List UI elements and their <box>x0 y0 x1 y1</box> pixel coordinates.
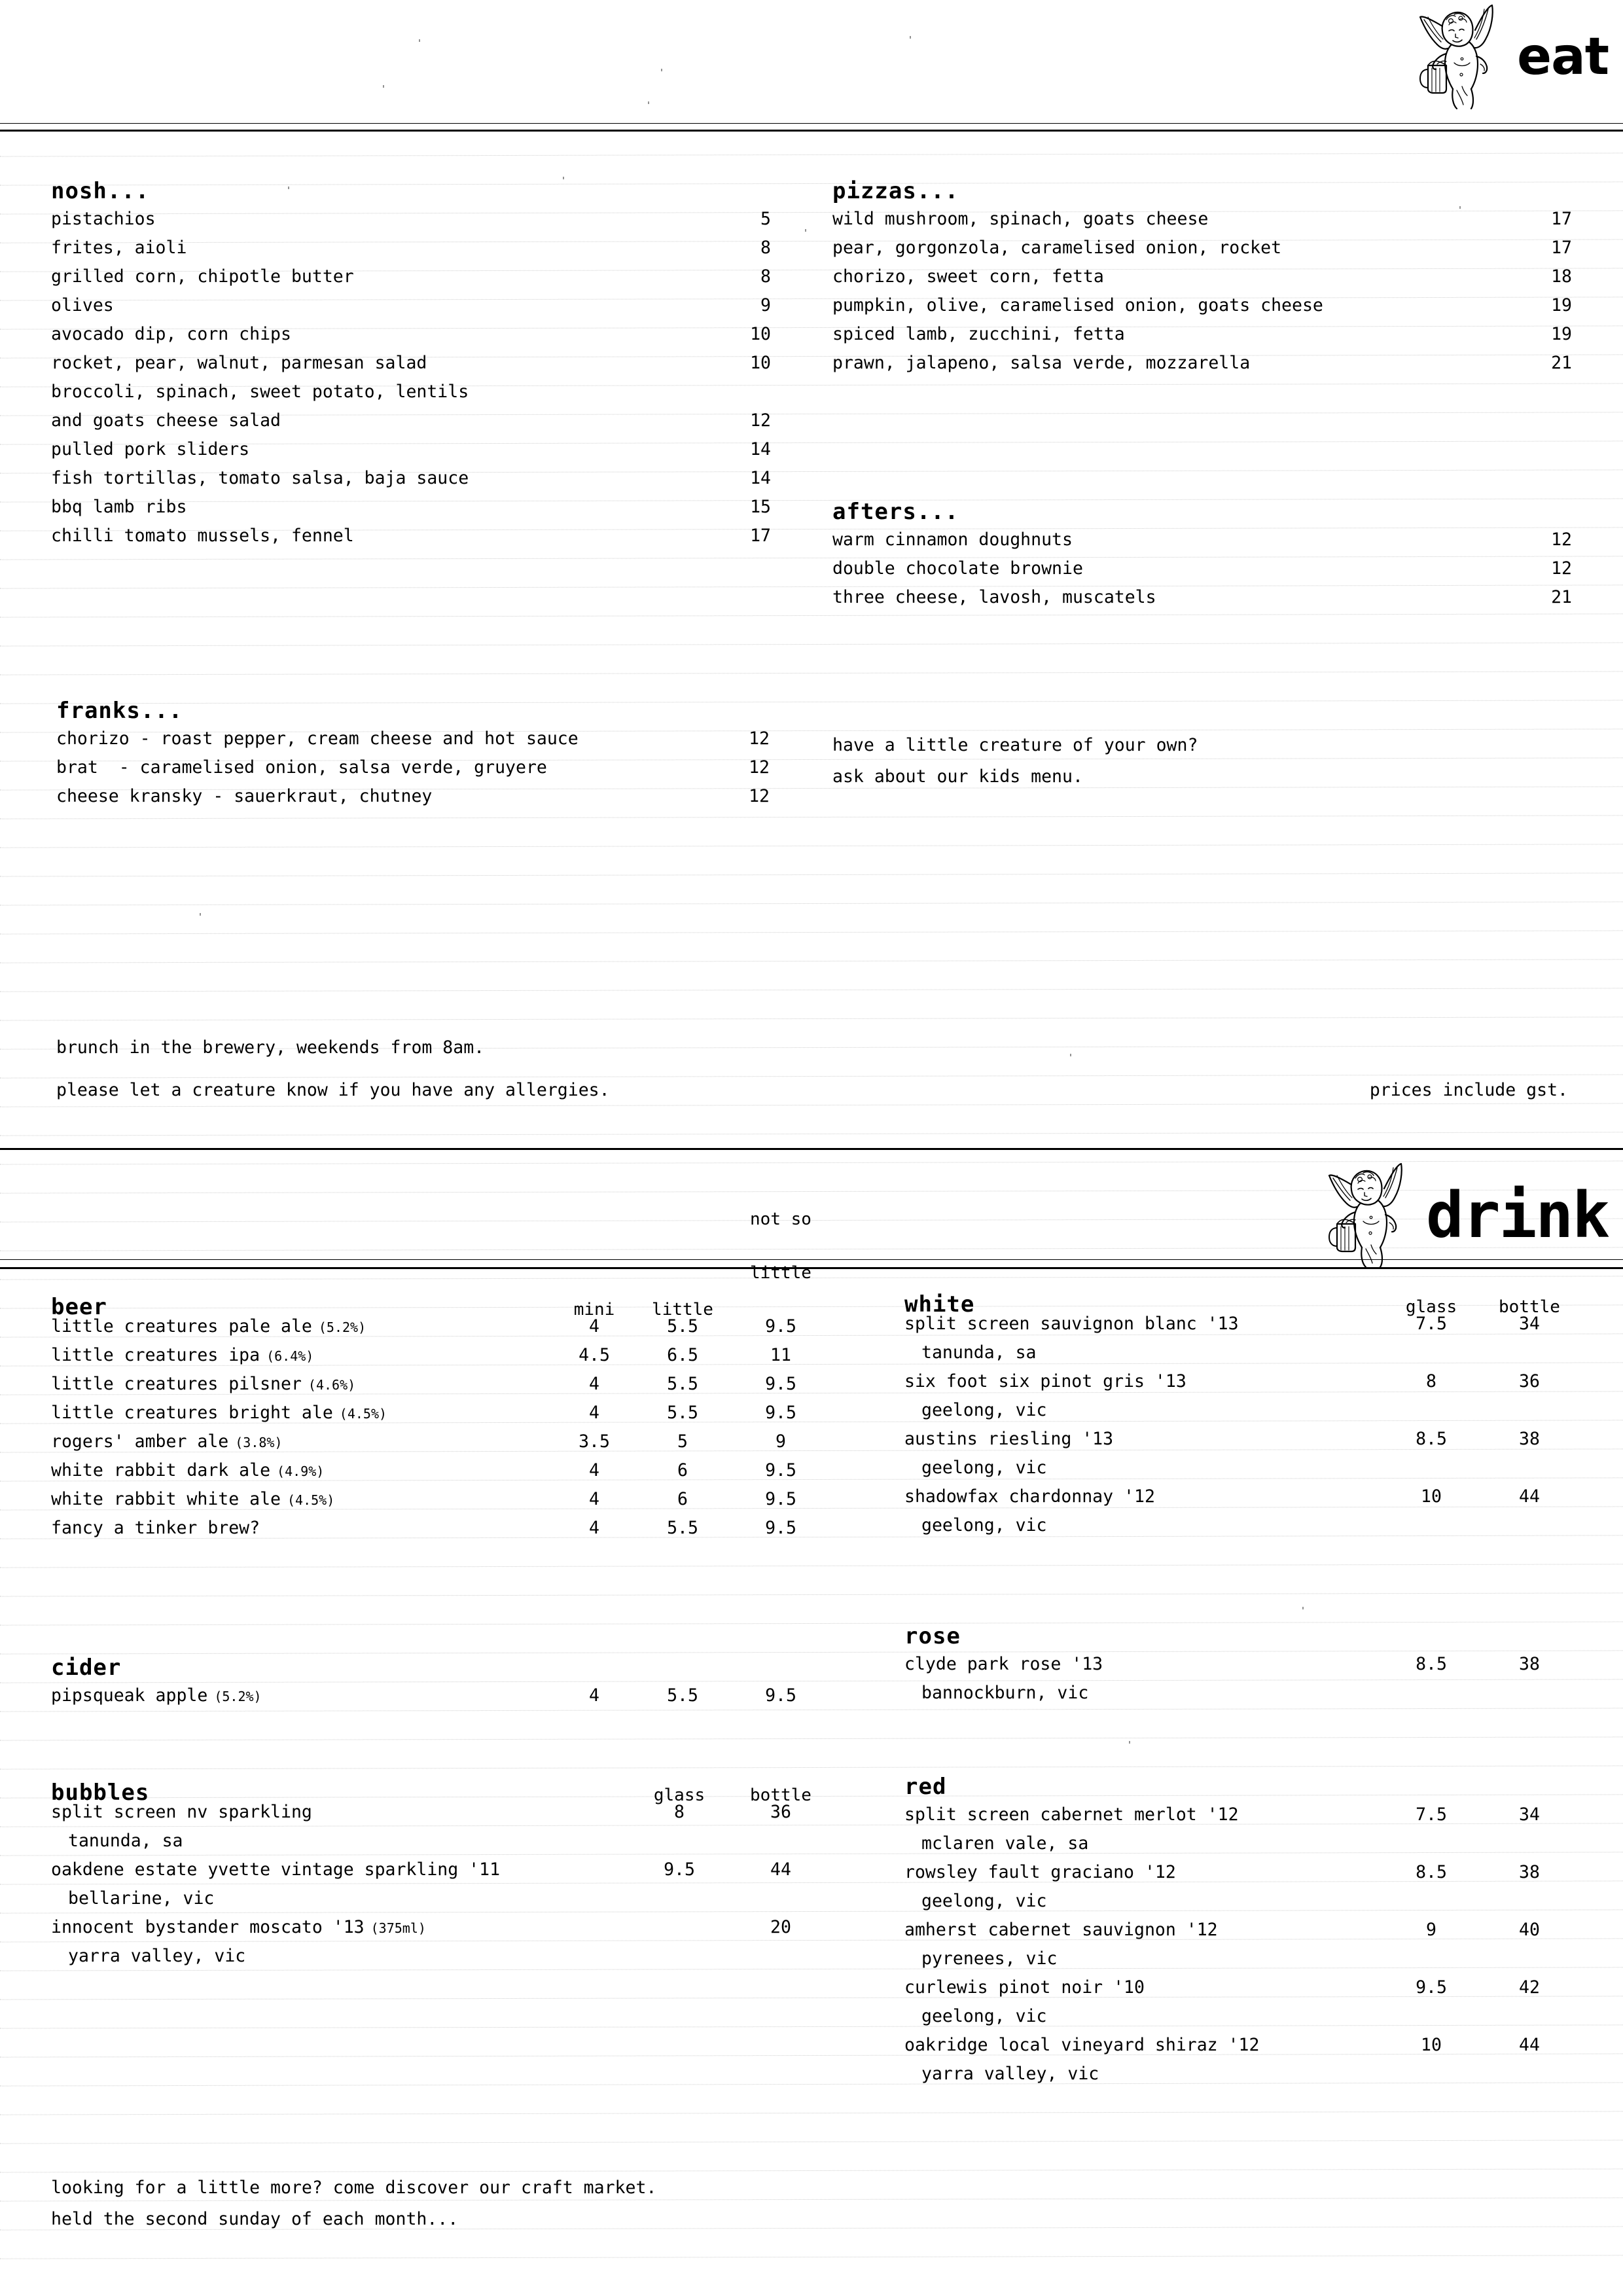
eat-footer-row <box>56 1080 1568 1100</box>
paper-rule <box>0 1592 1623 1596</box>
pizzas-title: pizzas... <box>832 178 959 204</box>
beer-item-abv: (3.8%) <box>235 1435 283 1450</box>
beer-section <box>51 1210 830 1549</box>
menu-item-name: cheese kransky - sauerkraut, chutney <box>56 786 433 806</box>
scan-speck <box>1302 1607 1304 1609</box>
menu-item-name: rocket, pear, walnut, parmesan salad <box>51 353 427 373</box>
wine-price-glass: 8.5 <box>1416 1429 1447 1449</box>
menu-item-row <box>832 531 1572 560</box>
wine-item-row <box>904 1922 1578 1950</box>
wine-price-bottle: 20 <box>770 1917 791 1937</box>
menu-item-name: warm cinnamon doughnuts <box>832 529 1073 550</box>
beer-item-name: little creatures ipa (6.4%) <box>51 1345 314 1365</box>
menu-item-row <box>51 326 771 355</box>
eat-banner <box>0 0 1623 154</box>
menu-item-price: 17 <box>750 526 771 546</box>
beer-item-row <box>51 1433 830 1462</box>
paper-rule <box>0 988 1623 992</box>
menu-item-price: 8 <box>760 266 771 287</box>
bubbles-col-glass: glass <box>653 1785 705 1805</box>
wine-item-row <box>51 1861 830 1890</box>
rose-section <box>904 1623 1578 1713</box>
kids-note-line-2: ask about our kids menu. <box>832 766 1083 787</box>
wine-price-bottle: 38 <box>1519 1654 1540 1674</box>
wine-price-bottle: 44 <box>1519 2035 1540 2055</box>
craft-market-note-1: looking for a little more? come discover our craft market. <box>51 2178 657 2198</box>
beer-item-name: little creatures bright ale (4.5%) <box>51 1403 387 1423</box>
beer-price-mini: 4 <box>589 1518 599 1538</box>
menu-item-name: wild mushroom, spinach, goats cheese <box>832 209 1209 229</box>
menu-item-name: frites, aioli <box>51 238 187 258</box>
paper-rule <box>0 2111 1623 2115</box>
wine-item-name: oakridge local vineyard shiraz '12 <box>904 2035 1260 2055</box>
eat-rule-top <box>0 123 1623 124</box>
menu-item-price: 12 <box>750 410 771 431</box>
beer-price-little: 6 <box>677 1460 688 1480</box>
paper-rule <box>0 1564 1623 1568</box>
beer-item-abv: (5.2%) <box>318 1319 366 1335</box>
menu-item-name: and goats cheese salad <box>51 410 281 431</box>
menu-item-row <box>832 297 1572 326</box>
beer-price-little: 5.5 <box>667 1316 698 1336</box>
wine-item-name: amherst cabernet sauvignon '12 <box>904 1920 1218 1940</box>
menu-item-price: 8 <box>760 238 771 258</box>
menu-item-price: 10 <box>750 324 771 344</box>
beer-price-notso-little: 9.5 <box>765 1316 796 1336</box>
white-title: white <box>904 1291 975 1318</box>
beer-price-little: 5.5 <box>667 1403 698 1423</box>
eat-title: eat <box>1517 27 1609 86</box>
beer-price-notso-little: 9 <box>776 1431 786 1452</box>
beer-item-row <box>51 1520 830 1549</box>
beer-col-mini: mini <box>573 1300 615 1319</box>
wine-item-row <box>51 1804 830 1833</box>
bubbles-title: bubbles <box>51 1780 150 1806</box>
beer-price-little: 5.5 <box>667 1685 698 1706</box>
wine-item-name: rowsley fault graciano '12 <box>904 1862 1176 1882</box>
paper-rule <box>0 2168 1623 2172</box>
wine-price-bottle: 36 <box>770 1802 791 1822</box>
beer-price-notso-little: 9.5 <box>765 1518 796 1538</box>
menu-item-name: spiced lamb, zucchini, fetta <box>832 324 1125 344</box>
menu-item-price: 15 <box>750 497 771 517</box>
wine-item-region: geelong, vic <box>921 1891 1047 1911</box>
wine-item-region: tanunda, sa <box>68 1831 183 1851</box>
paper-rule <box>0 1736 1623 1740</box>
cider-section <box>51 1655 830 1716</box>
menu-item-row <box>832 560 1572 589</box>
menu-item-price: 12 <box>749 786 770 806</box>
wine-price-glass: 8.5 <box>1416 1862 1447 1882</box>
wine-price-bottle: 34 <box>1519 1314 1540 1334</box>
wine-item-name: oakdene estate yvette vintage sparkling '11 <box>51 1859 501 1880</box>
wine-item-name: six foot six pinot gris '13 <box>904 1371 1186 1391</box>
beer-item-row <box>51 1687 830 1716</box>
rose-title: rose <box>904 1623 961 1649</box>
menu-item-name: prawn, jalapeno, salsa verde, mozzarella <box>832 353 1251 373</box>
beer-item-abv: (4.5%) <box>339 1406 387 1422</box>
beer-item-abv: (4.9%) <box>277 1463 325 1479</box>
menu-item-price: 12 <box>749 728 770 749</box>
beer-price-mini: 4 <box>589 1460 599 1480</box>
beer-col-notso-top: not so <box>750 1210 812 1230</box>
wine-item-region: yarra valley, vic <box>68 1946 246 1966</box>
menu-item-price: 14 <box>750 439 771 459</box>
gst-note: prices include gst. <box>1369 1080 1568 1100</box>
wine-item-row <box>51 1919 830 1948</box>
wine-item-name: clyde park rose '13 <box>904 1654 1103 1674</box>
menu-item-name: avocado dip, corn chips <box>51 324 291 344</box>
beer-item-abv: (6.4%) <box>266 1348 314 1364</box>
menu-item-row <box>51 240 771 268</box>
wine-price-bottle: 42 <box>1519 1977 1540 1998</box>
beer-col-little: little <box>652 1300 713 1319</box>
paper-rule <box>0 872 1623 876</box>
menu-item-price: 18 <box>1551 266 1572 287</box>
menu-item-name: bbq lamb ribs <box>51 497 187 517</box>
beer-col-notso-little <box>732 1175 830 1318</box>
beer-item-name: little creatures pale ale (5.2%) <box>51 1316 366 1336</box>
wine-price-bottle: 36 <box>1519 1371 1540 1391</box>
drink-brand <box>1324 1160 1609 1270</box>
paper-rule <box>0 2140 1623 2144</box>
wine-item-region: geelong, vic <box>921 1458 1047 1478</box>
menu-item-row <box>51 412 771 441</box>
beer-item-row <box>51 1491 830 1520</box>
eat-brand <box>1415 1 1609 112</box>
wine-item-region: bellarine, vic <box>68 1888 215 1909</box>
beer-price-mini: 4.5 <box>579 1345 610 1365</box>
menu-item-row <box>51 211 771 240</box>
beer-price-mini: 4 <box>589 1316 599 1336</box>
menu-item-name: fish tortillas, tomato salsa, baja sauce <box>51 468 469 488</box>
afters-section <box>832 499 1572 618</box>
wine-item-name: curlewis pinot noir '10 <box>904 1977 1145 1998</box>
franks-title: franks... <box>56 698 183 724</box>
beer-item-abv: (4.6%) <box>308 1377 356 1393</box>
drink-title: drink <box>1426 1178 1609 1252</box>
beer-price-notso-little: 11 <box>770 1345 791 1365</box>
wine-item-row <box>904 1864 1578 1893</box>
wine-item-region: geelong, vic <box>921 1400 1047 1420</box>
menu-item-price: 17 <box>1551 238 1572 258</box>
menu-item-row <box>51 268 771 297</box>
beer-price-notso-little: 9.5 <box>765 1374 796 1394</box>
eat-footer <box>56 1039 1568 1100</box>
wine-item-row <box>904 1488 1578 1517</box>
menu-item-price: 9 <box>760 295 771 315</box>
paper-rule <box>0 2255 1623 2259</box>
menu-item-row <box>51 297 771 326</box>
paper-rule <box>0 1016 1623 1020</box>
menu-item-price: 5 <box>760 209 771 229</box>
beer-price-mini: 4 <box>589 1374 599 1394</box>
paper-rule <box>0 901 1623 905</box>
menu-item-name: broccoli, spinach, sweet potato, lentils <box>51 382 469 402</box>
scan-speck <box>805 229 806 232</box>
beer-price-notso-little: 9.5 <box>765 1403 796 1423</box>
menu-item-row <box>832 211 1572 240</box>
scan-speck <box>200 913 201 916</box>
menu-item-row <box>832 355 1572 384</box>
menu-item-price: 21 <box>1551 587 1572 607</box>
wine-price-glass: 8 <box>1426 1371 1436 1391</box>
beer-item-row <box>51 1462 830 1491</box>
wine-item-region: mclaren vale, sa <box>921 1833 1089 1854</box>
beer-item-name: white rabbit dark ale (4.9%) <box>51 1460 325 1480</box>
paper-rule <box>0 671 1623 675</box>
menu-item-name: olives <box>51 295 114 315</box>
franks-section <box>56 698 770 817</box>
wine-price-glass: 8.5 <box>1416 1654 1447 1674</box>
white-col-glass: glass <box>1405 1297 1457 1317</box>
beer-item-row <box>51 1347 830 1376</box>
wine-price-glass: 7.5 <box>1416 1804 1447 1825</box>
wine-item-row <box>904 1316 1578 1344</box>
menu-item-price: 12 <box>749 757 770 778</box>
wine-price-bottle: 34 <box>1519 1804 1540 1825</box>
wine-price-glass: 8 <box>674 1802 685 1822</box>
wine-price-bottle: 38 <box>1519 1429 1540 1449</box>
wine-price-glass: 9.5 <box>1416 1977 1447 1998</box>
menu-item-name: double chocolate brownie <box>832 558 1083 579</box>
wine-price-bottle: 44 <box>1519 1486 1540 1507</box>
wine-price-glass: 10 <box>1421 1486 1442 1507</box>
menu-item-row <box>832 589 1572 618</box>
wine-price-glass: 10 <box>1421 2035 1442 2055</box>
menu-item-name: chorizo, sweet corn, fetta <box>832 266 1104 287</box>
beer-col-notso-bottom: little <box>750 1263 812 1283</box>
white-header-row <box>904 1278 1578 1316</box>
menu-item-name: chorizo - roast pepper, cream cheese and hot sauce <box>56 728 579 749</box>
wine-item-region: geelong, vic <box>921 1515 1047 1535</box>
beer-price-little: 6 <box>677 1489 688 1509</box>
beer-item-abv: (4.5%) <box>287 1492 335 1508</box>
beer-item-name: white rabbit white ale (4.5%) <box>51 1489 335 1509</box>
white-section <box>904 1278 1578 1546</box>
wine-item-name: shadowfax chardonnay '12 <box>904 1486 1155 1507</box>
beer-item-name: rogers' amber ale (3.8%) <box>51 1431 283 1452</box>
wine-item-row <box>904 1656 1578 1685</box>
menu-item-price: 10 <box>750 353 771 373</box>
beer-item-row <box>51 1405 830 1433</box>
wine-item-row <box>904 1373 1578 1402</box>
menu-item-row <box>51 441 771 470</box>
red-section <box>904 1774 1578 2094</box>
menu-item-name: pear, gorgonzola, caramelised onion, rocket <box>832 238 1282 258</box>
wine-price-glass: 9 <box>1426 1920 1436 1940</box>
menu-item-price: 21 <box>1551 353 1572 373</box>
kids-note <box>832 737 1572 800</box>
beer-price-little: 6.5 <box>667 1345 698 1365</box>
beer-price-notso-little: 9.5 <box>765 1460 796 1480</box>
menu-item-name: chilli tomato mussels, fennel <box>51 526 354 546</box>
wine-item-region: tanunda, sa <box>921 1342 1037 1363</box>
wine-item-name: split screen cabernet merlot '12 <box>904 1804 1239 1825</box>
kids-note-line-1: have a little creature of your own? <box>832 735 1198 755</box>
menu-item-name: grilled corn, chipotle butter <box>51 266 354 287</box>
wine-item-name: split screen nv sparkling <box>51 1802 312 1822</box>
wine-item-region: bannockburn, vic <box>921 1683 1089 1703</box>
beer-price-mini: 4 <box>589 1489 599 1509</box>
brunch-note: brunch in the brewery, weekends from 8am. <box>56 1037 485 1058</box>
beer-price-notso-little: 9.5 <box>765 1685 796 1706</box>
scan-speck <box>1129 1741 1130 1744</box>
menu-item-price: 19 <box>1551 295 1572 315</box>
menu-item-price: 14 <box>750 468 771 488</box>
wine-item-name: split screen sauvignon blanc '13 <box>904 1314 1239 1334</box>
bubbles-header-row <box>51 1767 830 1804</box>
wine-item-region: geelong, vic <box>921 2006 1047 2026</box>
wine-item-row <box>904 1979 1578 2008</box>
beer-header-row <box>51 1210 830 1320</box>
afters-title: afters... <box>832 499 959 525</box>
menu-item-price: 19 <box>1551 324 1572 344</box>
menu-item-row <box>51 528 771 556</box>
menu-item-name: pistachios <box>51 209 156 229</box>
nosh-section <box>51 178 771 556</box>
menu-item-row <box>56 730 770 759</box>
menu-item-name: brat - caramelised onion, salsa verde, gruyere <box>56 757 547 778</box>
wine-item-row <box>904 1431 1578 1460</box>
menu-item-price: 12 <box>1551 529 1572 550</box>
red-title: red <box>904 1774 947 1800</box>
wine-price-bottle: 40 <box>1519 1920 1540 1940</box>
drink-rule-top <box>0 1148 1623 1150</box>
cherub-with-beer-icon <box>1324 1160 1422 1270</box>
menu-item-price: 17 <box>1551 209 1572 229</box>
paper-rule <box>0 844 1623 848</box>
beer-item-abv: (5.2%) <box>214 1689 262 1704</box>
paper-rule <box>0 1103 1623 1107</box>
craft-market-note-2: held the second sunday of each month... <box>51 2209 459 2229</box>
beer-price-mini: 4 <box>589 1685 599 1706</box>
wine-item-region: pyrenees, vic <box>921 1948 1058 1969</box>
wine-item-name: innocent bystander moscato '13 (375ml) <box>51 1917 426 1937</box>
pizzas-section <box>832 178 1572 384</box>
beer-price-little: 5 <box>677 1431 688 1452</box>
menu-item-row <box>51 384 771 412</box>
nosh-title: nosh... <box>51 178 150 204</box>
wine-item-row <box>904 1806 1578 1835</box>
wine-item-name: austins riesling '13 <box>904 1429 1114 1449</box>
menu-item-row <box>56 759 770 788</box>
menu-item-row <box>51 470 771 499</box>
beer-item-name: fancy a tinker brew? <box>51 1518 260 1538</box>
menu-item-price: 12 <box>1551 558 1572 579</box>
wine-price-bottle: 44 <box>770 1859 791 1880</box>
wine-item-size: (375ml) <box>370 1920 426 1936</box>
white-col-bottle: bottle <box>1499 1297 1560 1317</box>
drink-footer <box>51 2179 967 2242</box>
beer-price-notso-little: 9.5 <box>765 1489 796 1509</box>
paper-rule <box>0 959 1623 963</box>
beer-item-row <box>51 1318 830 1347</box>
beer-item-name: pipsqueak apple (5.2%) <box>51 1685 262 1706</box>
cherub-with-beer-icon <box>1415 1 1513 112</box>
paper-rule <box>0 1132 1623 1136</box>
beer-item-row <box>51 1376 830 1405</box>
beer-item-name: little creatures pilsner (4.6%) <box>51 1374 356 1394</box>
beer-price-mini: 3.5 <box>579 1431 610 1452</box>
allergies-note: please let a creature know if you have any allergies. <box>56 1080 610 1100</box>
menu-item-row <box>832 268 1572 297</box>
beer-price-little: 5.5 <box>667 1518 698 1538</box>
wine-item-region: yarra valley, vic <box>921 2064 1099 2084</box>
beer-price-little: 5.5 <box>667 1374 698 1394</box>
paper-rule <box>0 642 1623 646</box>
beer-title: beer <box>51 1294 107 1320</box>
menu-item-name: pulled pork sliders <box>51 439 250 459</box>
wine-price-glass: 7.5 <box>1416 1314 1447 1334</box>
wine-price-bottle: 38 <box>1519 1862 1540 1882</box>
menu-item-row <box>56 788 770 817</box>
menu-item-row <box>51 355 771 384</box>
beer-price-mini: 4 <box>589 1403 599 1423</box>
menu-item-name: three cheese, lavosh, muscatels <box>832 587 1156 607</box>
paper-rule <box>0 930 1623 934</box>
wine-item-row <box>904 2037 1578 2066</box>
bubbles-col-bottle: bottle <box>750 1785 812 1805</box>
cider-title: cider <box>51 1655 122 1681</box>
menu-item-name: pumpkin, olive, caramelised onion, goats cheese <box>832 295 1323 315</box>
eat-rule-bottom <box>0 130 1623 132</box>
bubbles-section <box>51 1767 830 1977</box>
menu-item-row <box>51 499 771 528</box>
menu-item-row <box>832 240 1572 268</box>
wine-price-glass: 9.5 <box>664 1859 695 1880</box>
menu-item-row <box>832 326 1572 355</box>
